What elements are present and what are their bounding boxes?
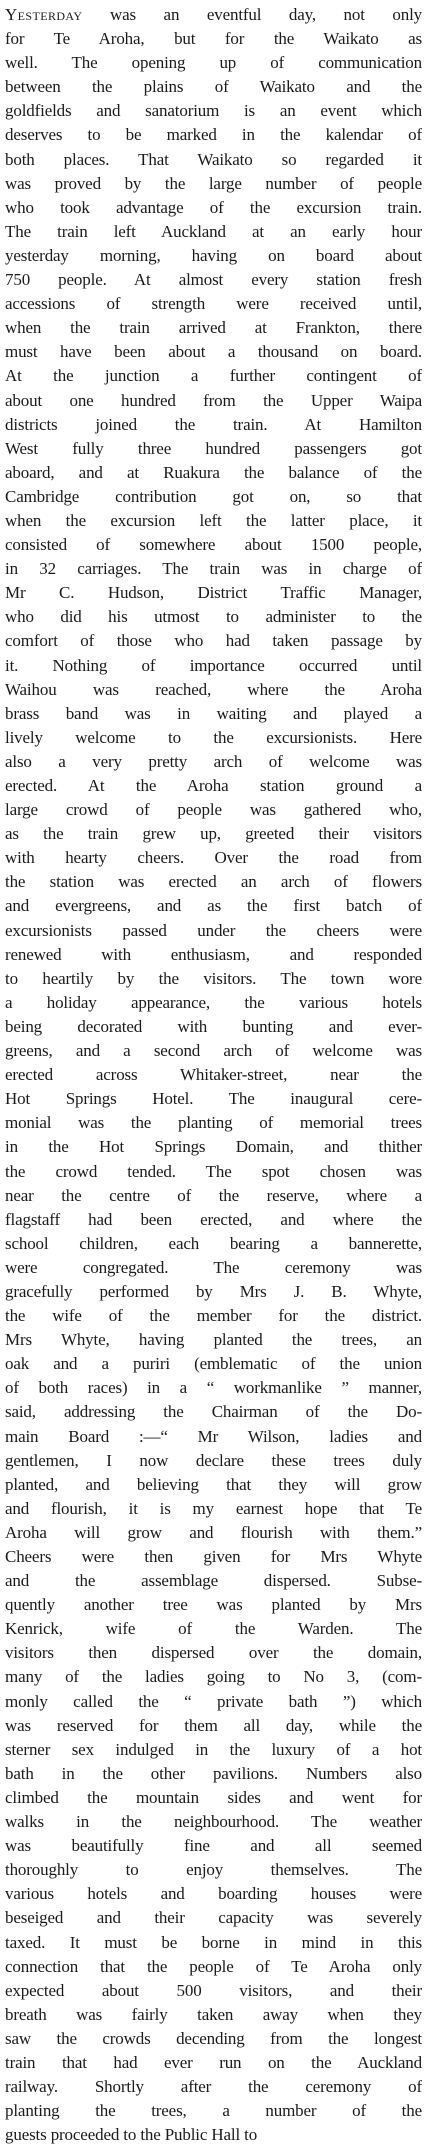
- article-line: main Board :—“ Mr Wilson, ladies and: [5, 1426, 422, 1446]
- article-line: monly called the “ private bath ”) which: [5, 1691, 422, 1711]
- article-line: climbed the mountain sides and went for: [5, 1787, 422, 1807]
- article-line: also a very pretty arch of welcome was: [5, 751, 422, 771]
- article-line: various hotels and boarding houses were: [5, 1884, 422, 1904]
- article-line: when the train arrived at Frankton, there: [5, 318, 422, 338]
- article-line: for Te Aroha, but for the Waikato as: [5, 29, 422, 49]
- article-line: excursionists passed under the cheers were: [5, 920, 422, 940]
- lead-word: Yesterday: [5, 5, 83, 24]
- article-line: both places. That Waikato so regarded it: [5, 149, 422, 169]
- article-line: consisted of somewhere about 1500 people,: [5, 535, 422, 555]
- article-line: renewed with enthusiasm, and responded: [5, 944, 422, 964]
- article-line: erected. At the Aroha station ground a: [5, 776, 422, 795]
- article-line: Cheers were then given for Mrs Whyte: [5, 1547, 422, 1566]
- article-line: was proved by the large number of people: [5, 173, 422, 193]
- article-line: and evergreens, and as the first batch of: [5, 896, 422, 916]
- article-line: the wife of the member for the district.: [5, 1306, 422, 1326]
- article-line: gracefully performed by Mrs J. B. Whyte,: [5, 1281, 422, 1301]
- article-line: it. Nothing of importance occurred until: [5, 655, 422, 675]
- article-line: erected across Whitaker-street, near the: [5, 1065, 422, 1085]
- article-line: guests proceeded to the Public Hall to: [5, 2125, 258, 2145]
- article-line: near the centre of the reserve, where a: [5, 1185, 422, 1205]
- article-line: Waihou was reached, where the Aroha: [5, 679, 422, 699]
- article-line: aboard, and at Ruakura the balance of the: [5, 462, 422, 482]
- article-line: of both races) in a “ workmanlike ” manner,: [5, 1378, 422, 1398]
- article-line: 750 people. At almost every station fresh: [5, 270, 422, 290]
- article-line: comfort of those who had taken passage by: [5, 631, 422, 651]
- article-line: planting the trees, a number of the: [5, 2101, 422, 2121]
- article-line: flagstaff had been erected, and where the: [5, 1209, 422, 1229]
- article-line: was reserved for them all day, while the: [5, 1715, 422, 1735]
- article-line: about one hundred from the Upper Waipa: [5, 390, 422, 410]
- article-line: and the assemblage dispersed. Subse-: [5, 1571, 422, 1591]
- article-line: greens, and a second arch of welcome was: [5, 1041, 422, 1061]
- article-line: goldfields and sanatorium is an event which: [5, 101, 422, 121]
- article-line: sterner sex indulged in the luxury of a hot: [5, 1739, 422, 1759]
- article-line: taxed. It must be borne in mind in this: [5, 1932, 422, 1952]
- article-line: the station was erected an arch of flowers: [5, 872, 422, 892]
- article-line: bath in the other pavilions. Numbers also: [5, 1763, 422, 1783]
- article-line: districts joined the train. At Hamilton: [5, 414, 422, 434]
- article-line: brass band was in waiting and played a: [5, 703, 422, 723]
- article-line: many of the ladies going to No 3, (com-: [5, 1667, 422, 1687]
- article-line: monial was the planting of memorial trees: [5, 1113, 422, 1133]
- article-line: who took advantage of the excursion train.: [5, 197, 422, 217]
- article-line: Kenrick, wife of the Warden. The: [5, 1619, 422, 1639]
- article-line: beseiged and their capacity was severely: [5, 1908, 422, 1928]
- article-line: The train left Auckland at an early hour: [5, 221, 422, 241]
- article-line: who did his utmost to administer to the: [5, 607, 422, 627]
- article-line: gentlemen, I now declare these trees duly: [5, 1450, 422, 1470]
- article-line: in 32 carriages. The train was in charge of: [5, 559, 422, 579]
- article-line: being decorated with bunting and ever-: [5, 1016, 422, 1036]
- article-line: West fully three hundred passengers got: [5, 438, 422, 458]
- article-line: deserves to be marked in the kalendar of: [5, 125, 422, 145]
- article-line: walks in the neighbourhood. The weather: [5, 1812, 422, 1832]
- article-line: expected about 500 visitors, and their: [5, 1980, 422, 2000]
- first-line-rest: was an eventful day, not only: [82, 5, 422, 24]
- article-line: well. The opening up of communication: [5, 53, 422, 73]
- article-line: a holiday appearance, the various hotels: [5, 992, 422, 1012]
- article-line: At the junction a further contingent of: [5, 366, 422, 386]
- article-line: to heartily by the visitors. The town wore: [5, 968, 422, 988]
- article-line: in the Hot Springs Domain, and thither: [5, 1137, 422, 1157]
- article-line: planted, and believing that they will grow: [5, 1474, 422, 1494]
- article-line: Mr C. Hudson, District Traffic Manager,: [5, 583, 422, 603]
- article-line: oak and a puriri (emblematic of the union: [5, 1354, 422, 1374]
- article-line: train that had ever run on the Auckland: [5, 2052, 422, 2072]
- article-line: Mrs Whyte, having planted the trees, an: [5, 1330, 422, 1350]
- article-line: and flourish, it is my earnest hope that Te: [5, 1498, 422, 1518]
- article-line: the crowd tended. The spot chosen was: [5, 1161, 422, 1181]
- article-line: thoroughly to enjoy themselves. The: [5, 1860, 422, 1880]
- article-line: Aroha will grow and flourish with them.”: [5, 1522, 422, 1542]
- article-line: accessions of strength were received until,: [5, 294, 422, 314]
- article-line: school children, each bearing a bannerette,: [5, 1233, 422, 1253]
- article-line: were congregated. The ceremony was: [5, 1257, 422, 1277]
- article-line: yesterday morning, having on board about: [5, 245, 422, 265]
- article-line: railway. Shortly after the ceremony of: [5, 2077, 422, 2097]
- article-line: between the plains of Waikato and the: [5, 77, 422, 97]
- article-line: must have been about a thousand on board.: [5, 342, 422, 362]
- article-line: said, addressing the Chairman of the Do-: [5, 1402, 422, 1422]
- article-line: visitors then dispersed over the domain,: [5, 1643, 422, 1663]
- article-line: large crowd of people was gathered who,: [5, 800, 422, 820]
- article-line: saw the crowds decending from the longest: [5, 2028, 422, 2048]
- article-line-first: [5, 3, 422, 27]
- article-line: breath was fairly taken away when they: [5, 2004, 422, 2024]
- article-line: Hot Springs Hotel. The inaugural cere-: [5, 1089, 422, 1109]
- article-line: quently another tree was planted by Mrs: [5, 1595, 422, 1615]
- article-line: connection that the people of Te Aroha only: [5, 1956, 422, 1976]
- article-line: lively welcome to the excursionists. Here: [5, 727, 422, 747]
- article-line: was beautifully fine and all seemed: [5, 1836, 422, 1856]
- article-line: when the excursion left the latter place, it: [5, 510, 422, 530]
- article-line: with hearty cheers. Over the road from: [5, 848, 422, 868]
- article-line: as the train grew up, greeted their visitors: [5, 824, 422, 844]
- article-line: Cambridge contribution got on, so that: [5, 486, 422, 506]
